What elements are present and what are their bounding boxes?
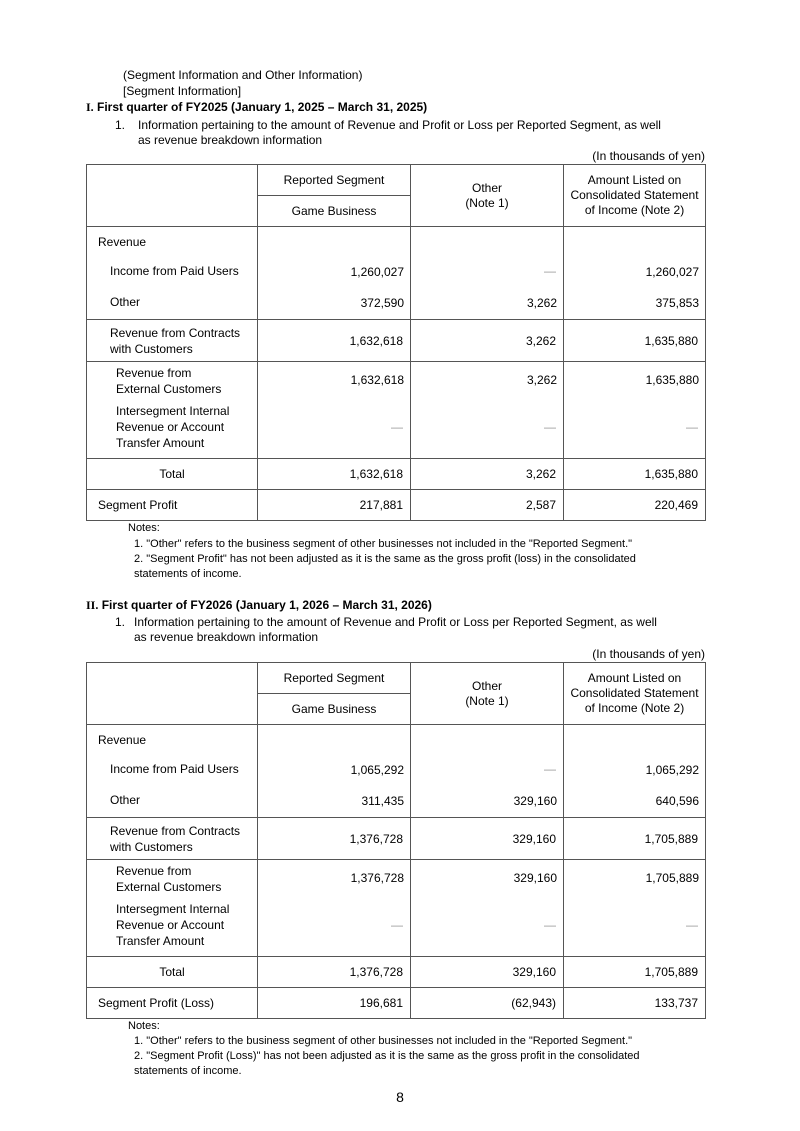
revenue-labels-cell <box>87 227 258 320</box>
interseg-game-value: ― <box>391 420 403 434</box>
header-reported-segment: Reported Segment <box>258 165 411 196</box>
total-amount-value: 1,635,880 <box>564 459 706 490</box>
external-game-value: 1,376,728 <box>350 871 404 885</box>
header-game-business: Game Business <box>258 196 411 227</box>
contracts-label <box>87 818 258 860</box>
total-other-value: 3,262 <box>411 459 564 490</box>
external-game-cell <box>258 860 411 957</box>
contracts-game-value: 1,376,728 <box>258 818 411 860</box>
other-revenue-label: Other <box>110 295 141 309</box>
table-row-segment-profit <box>87 988 706 1019</box>
other-revenue-other-value: 329,160 <box>513 794 557 808</box>
external-game-value: 1,632,618 <box>350 373 404 387</box>
section-1-item-line-2: as revenue breakdown information <box>138 133 323 147</box>
external-label-line-2: External Customers <box>116 382 222 396</box>
profit-other-value: (62,943) <box>411 988 564 1019</box>
interseg-amount-value: ― <box>686 420 698 434</box>
table-row-segment-profit <box>87 490 706 521</box>
header-other-line-2: (Note 1) <box>465 195 509 210</box>
external-labels-cell <box>87 860 258 957</box>
external-amount-value: 1,705,889 <box>645 871 699 885</box>
section-1-title: First quarter of FY2025 (January 1, 2025 – March 31, 2025) <box>97 100 428 114</box>
header-amount-listed <box>564 663 706 725</box>
revenue-amount-cell <box>564 725 706 818</box>
external-amount-cell <box>564 362 706 459</box>
other-revenue-other-value: 3,262 <box>526 296 557 310</box>
header-other-line-2: (Note 1) <box>465 693 509 708</box>
contracts-label <box>87 320 258 362</box>
interseg-label-line-1: Intersegment Internal <box>116 404 230 418</box>
contracts-label-line-1: Revenue from Contracts <box>110 823 241 838</box>
header-other-line-1: Other <box>471 180 502 195</box>
header-amount-listed <box>564 165 706 227</box>
total-game-value: 1,632,618 <box>258 459 411 490</box>
paid-users-label: Income from Paid Users <box>110 762 239 776</box>
total-label: Total <box>87 957 258 988</box>
external-amount-cell <box>564 860 706 957</box>
paid-users-other-value: ― <box>544 264 556 278</box>
header-amount-line-2: Consolidated Statement <box>570 686 699 700</box>
external-other-value: 3,262 <box>526 373 557 387</box>
table-row-revenue-block <box>87 725 706 818</box>
header-amount-line-3: of Income (Note 2) <box>584 701 685 715</box>
section-2-note-2a: 2. "Segment Profit (Loss)" has not been adjusted as it is the same as the gross profit in the consolidated <box>134 1050 640 1062</box>
contracts-label-line-2: with Customers <box>110 341 193 356</box>
table-row-contracts <box>87 818 706 860</box>
interseg-game-value: ― <box>391 918 403 932</box>
section-2-segment-table <box>86 662 706 1019</box>
table-row-revenue-block <box>87 227 706 320</box>
section-1-segment-table <box>86 164 706 521</box>
paid-users-amount-value: 1,260,027 <box>645 265 699 279</box>
section-2-item-line-2: as revenue breakdown information <box>134 630 319 644</box>
interseg-label-line-2: Revenue or Account <box>116 420 225 434</box>
interseg-other-value: ― <box>544 420 556 434</box>
intro-line-2: [Segment Information] <box>123 84 242 98</box>
interseg-other-value: ― <box>544 918 556 932</box>
section-1-note-2a: 2. "Segment Profit" has not been adjusted as it is the same as the gross profit (loss) in the consolidated <box>134 553 636 565</box>
paid-users-other-value: ― <box>544 762 556 776</box>
profit-game-value: 217,881 <box>258 490 411 521</box>
profit-other-value: 2,587 <box>411 490 564 521</box>
total-label: Total <box>87 459 258 490</box>
paid-users-game-value: 1,260,027 <box>350 265 404 279</box>
header-amount-line-1: Amount Listed on <box>587 173 682 187</box>
section-2-note-1: 1. "Other" refers to the business segment of other businesses not included in the "Reported Segment." <box>134 1035 633 1047</box>
other-revenue-label: Other <box>110 793 141 807</box>
header-other-line-1: Other <box>471 678 502 693</box>
revenue-labels-cell <box>87 725 258 818</box>
total-other-value: 329,160 <box>411 957 564 988</box>
header-blank-cell <box>87 165 258 227</box>
contracts-label-line-1: Revenue from Contracts <box>110 325 241 340</box>
header-blank-cell <box>87 663 258 725</box>
section-2-unit-note: (In thousands of yen) <box>592 647 705 661</box>
paid-users-amount-value: 1,065,292 <box>645 763 699 777</box>
table-row-contracts <box>87 320 706 362</box>
section-2-item-line-1: Information pertaining to the amount of Revenue and Profit or Loss per Reported Segment, as well <box>134 615 657 629</box>
interseg-label-line-2: Revenue or Account <box>116 918 225 932</box>
revenue-label: Revenue <box>98 235 147 249</box>
contracts-label-line-2: with Customers <box>110 839 193 854</box>
profit-game-value: 196,681 <box>258 988 411 1019</box>
other-revenue-amount-value: 640,596 <box>655 794 699 808</box>
section-1-unit-note: (In thousands of yen) <box>592 149 705 163</box>
table-row-total <box>87 459 706 490</box>
interseg-label-line-1: Intersegment Internal <box>116 902 230 916</box>
table-row-external-block <box>87 362 706 459</box>
section-1-notes-title: Notes: <box>128 522 160 534</box>
section-1-note-2b: statements of income. <box>134 568 242 580</box>
section-2-notes-title: Notes: <box>128 1020 160 1032</box>
header-amount-line-3: of Income (Note 2) <box>584 203 685 217</box>
other-revenue-game-value: 372,590 <box>360 296 404 310</box>
other-revenue-game-value: 311,435 <box>361 794 404 808</box>
header-other <box>411 165 564 227</box>
external-game-cell <box>258 362 411 459</box>
revenue-other-cell <box>411 725 564 818</box>
contracts-amount-value: 1,705,889 <box>564 818 706 860</box>
revenue-game-cell <box>258 725 411 818</box>
section-1-numeral: I. <box>86 100 94 114</box>
external-label-line-1: Revenue from <box>116 864 192 878</box>
revenue-other-cell <box>411 227 564 320</box>
contracts-other-value: 3,262 <box>411 320 564 362</box>
section-2-note-2b: statements of income. <box>134 1065 242 1077</box>
paid-users-label: Income from Paid Users <box>110 264 239 278</box>
contracts-amount-value: 1,635,880 <box>564 320 706 362</box>
profit-label: Segment Profit (Loss) <box>87 988 258 1019</box>
external-other-cell <box>411 860 564 957</box>
profit-amount-value: 220,469 <box>564 490 706 521</box>
revenue-label: Revenue <box>98 733 147 747</box>
header-other <box>411 663 564 725</box>
header-amount-line-1: Amount Listed on <box>587 671 682 685</box>
interseg-amount-value: ― <box>686 918 698 932</box>
table-row-external-block <box>87 860 706 957</box>
header-amount-line-2: Consolidated Statement <box>570 188 699 202</box>
external-other-cell <box>411 362 564 459</box>
external-label-line-1: Revenue from <box>116 366 192 380</box>
profit-label: Segment Profit <box>87 490 258 521</box>
table-row-total <box>87 957 706 988</box>
total-game-value: 1,376,728 <box>258 957 411 988</box>
section-1-item-line-1: Information pertaining to the amount of Revenue and Profit or Loss per Reported Segment, as well <box>138 118 661 132</box>
revenue-amount-cell <box>564 227 706 320</box>
contracts-game-value: 1,632,618 <box>258 320 411 362</box>
header-game-business: Game Business <box>258 694 411 725</box>
external-label-line-2: External Customers <box>116 880 222 894</box>
interseg-label-line-3: Transfer Amount <box>116 934 205 948</box>
section-1-heading <box>86 100 427 115</box>
paid-users-game-value: 1,065,292 <box>350 763 404 777</box>
external-other-value: 329,160 <box>513 871 557 885</box>
total-amount-value: 1,705,889 <box>564 957 706 988</box>
other-revenue-amount-value: 375,853 <box>655 296 699 310</box>
section-2-title: First quarter of FY2026 (January 1, 2026 – March 31, 2026) <box>101 598 432 612</box>
section-2-numeral: II. <box>86 598 99 612</box>
revenue-game-cell <box>258 227 411 320</box>
contracts-other-value: 329,160 <box>411 818 564 860</box>
external-amount-value: 1,635,880 <box>645 373 699 387</box>
section-2-item-number: 1. <box>115 615 126 629</box>
header-reported-segment: Reported Segment <box>258 663 411 694</box>
section-2-heading <box>86 598 432 613</box>
external-labels-cell <box>87 362 258 459</box>
section-1-note-1: 1. "Other" refers to the business segment of other businesses not included in the "Reported Segment." <box>134 538 633 550</box>
section-1-item-number: 1. <box>115 118 126 132</box>
interseg-label-line-3: Transfer Amount <box>116 436 205 450</box>
profit-amount-value: 133,737 <box>564 988 706 1019</box>
intro-line-1: (Segment Information and Other Information) <box>123 68 363 82</box>
page-number: 8 <box>396 1089 404 1105</box>
